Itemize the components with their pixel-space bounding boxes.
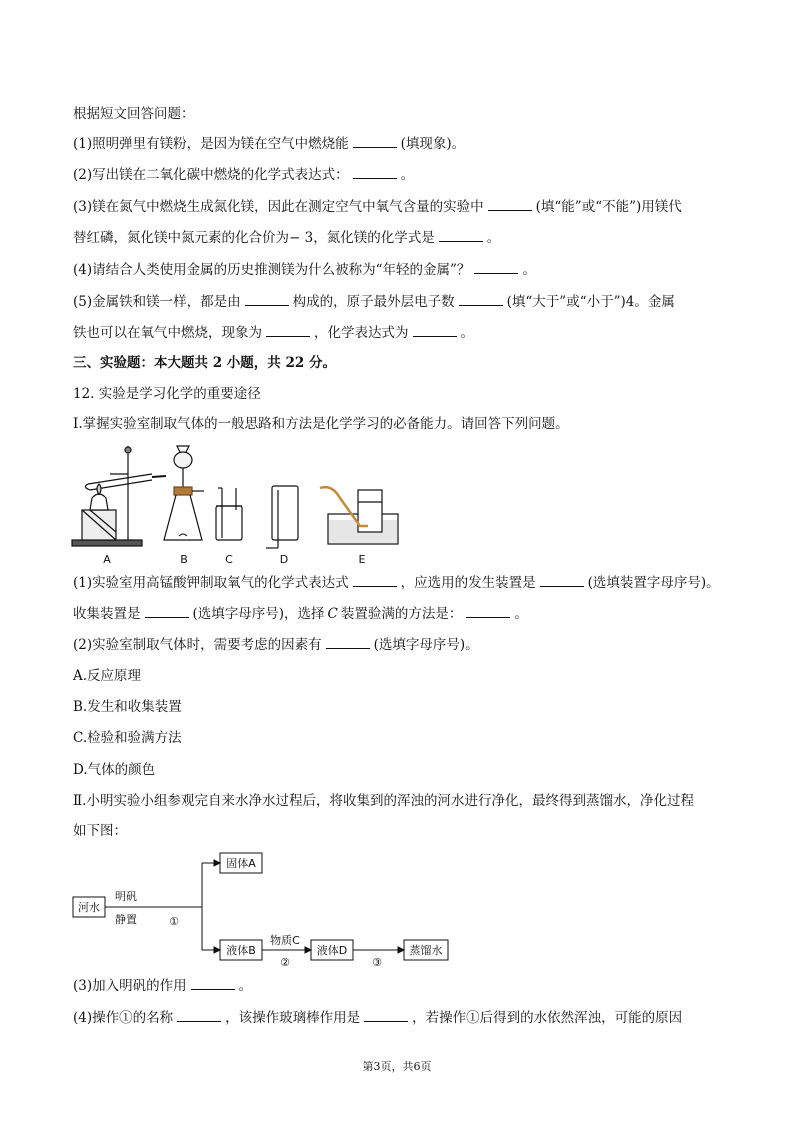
- q5-text: 铁也可以在氧气中燃烧，现象为: [73, 325, 262, 341]
- flow-liquid-b: 液体B: [226, 944, 256, 957]
- answer-blank[interactable]: [191, 977, 235, 990]
- option-d[interactable]: D.气体的颜色: [73, 762, 156, 778]
- answer-blank[interactable]: [439, 229, 483, 242]
- sub-question-3: [73, 976, 252, 996]
- flow-solid-a: 固体A: [226, 857, 256, 870]
- s1-text: (1)实验室用高锰酸钾制取氧气的化学式表达式: [73, 575, 349, 591]
- answer-blank[interactable]: [466, 605, 510, 618]
- intro-text: 根据短文回答问题：: [73, 106, 195, 122]
- apparatus-figure: [70, 440, 410, 568]
- flow-alum: 明矾: [115, 890, 137, 903]
- s1-italic-c: C: [327, 606, 338, 622]
- s1-text: 收集装置是: [73, 606, 141, 622]
- page-footer: 第3页，共6页: [362, 1060, 432, 1073]
- sub-question-1-line1: [73, 573, 720, 593]
- part-2-line2: 如下图：: [73, 823, 127, 839]
- q2-text-end: 。: [400, 167, 415, 183]
- answer-blank[interactable]: [540, 574, 584, 587]
- s4-text: ，该操作玻璃棒作用是: [225, 1010, 361, 1026]
- apparatus-label: B: [180, 553, 188, 566]
- sub-question-1-line2: [73, 604, 528, 624]
- answer-blank[interactable]: [145, 605, 189, 618]
- q3-text: 替红磷，氮化镁中氮元素的化合价为− 3，氮化镁的化学式是: [73, 230, 435, 246]
- q4-text-end: 。: [522, 262, 536, 278]
- answer-blank[interactable]: [326, 636, 370, 649]
- part-1-intro: Ⅰ.掌握实验室制取气体的一般思路和方法是化学学习的必备能力。请回答下列问题。: [73, 416, 569, 432]
- question-5-line1: [73, 292, 675, 312]
- answer-blank[interactable]: [245, 293, 289, 306]
- apparatus-label: C: [225, 553, 233, 566]
- apparatus-label: E: [358, 553, 366, 566]
- s3-text: (3)加入明矾的作用: [73, 978, 187, 994]
- s4-text: 的名称: [132, 1010, 174, 1026]
- q5-text: (5)金属铁和镁一样，都是由: [73, 294, 241, 310]
- question-5-line2: [73, 323, 474, 343]
- s3-text-end: 。: [238, 978, 253, 994]
- answer-blank[interactable]: [413, 324, 457, 337]
- flow-substance-c: 物质C: [270, 934, 300, 947]
- answer-blank[interactable]: [474, 261, 518, 274]
- flow-step-3: ③: [372, 956, 382, 969]
- flow-liquid-d: 液体D: [316, 944, 348, 957]
- question-4: [73, 260, 536, 280]
- s4-text: ，若操作: [412, 1010, 467, 1026]
- purification-flow-diagram: [70, 845, 460, 970]
- option-a[interactable]: A.反应原理: [73, 668, 142, 684]
- apparatus-label: A: [103, 553, 111, 566]
- apparatus-a: [72, 446, 166, 546]
- answer-blank[interactable]: [353, 135, 397, 148]
- s4-circled-1: ①: [119, 1010, 133, 1026]
- option-b[interactable]: B.发生和收集装置: [73, 699, 182, 715]
- question-1: [73, 134, 465, 154]
- s4-text: (4)操作: [73, 1010, 120, 1026]
- s4-text: 后得到的水依然浑浊，可能的原因: [479, 1010, 683, 1026]
- q5-text: ，化学表达式为: [314, 325, 409, 341]
- q1-text: (1)照明弹里有镁粉，是因为镁在空气中燃烧能: [73, 136, 349, 152]
- s1-text: (选填字母序号)，选择: [192, 606, 325, 622]
- flow-step-2: ②: [280, 956, 290, 969]
- sub-question-4: [73, 1008, 682, 1028]
- s2-text-end: (选填字母序号)。: [373, 637, 479, 653]
- s1-text: 装置验满的方法是：: [340, 606, 463, 622]
- question-12-title: 12. 实验是学习化学的重要途径: [73, 386, 261, 402]
- question-3-line1: [73, 197, 682, 217]
- q2-text: (2)写出镁在二氧化碳中燃烧的化学式表达式：: [73, 167, 349, 183]
- answer-blank[interactable]: [353, 574, 397, 587]
- section-heading: 三、实验题：本大题共 2 小题，共 22 分。: [73, 355, 336, 371]
- q5-text: (填“大于”或“小于”)4。金属: [506, 294, 675, 310]
- answer-blank[interactable]: [459, 293, 503, 306]
- apparatus-b: [164, 446, 204, 540]
- question-3-line2: [73, 228, 500, 248]
- apparatus-e: [320, 487, 398, 544]
- q1-text-end: (填现象)。: [400, 136, 466, 152]
- flow-step-1: ①: [169, 915, 179, 928]
- sub-question-2: [73, 635, 479, 655]
- part-2-line1: Ⅱ.小明实验小组参观完自来水净水过程后，将收集到的浑浊的河水进行净化，最终得到蒸馏水，净化过程: [73, 793, 694, 809]
- q3-text-end: 。: [486, 230, 501, 246]
- flow-distilled-water: 蒸馏水: [409, 944, 443, 957]
- q5-text-end: 。: [460, 325, 474, 341]
- answer-blank[interactable]: [488, 198, 532, 211]
- s1-text-end: 。: [514, 606, 528, 622]
- q3-text: (填“能”或“不能”)用镁代: [535, 199, 682, 215]
- apparatus-c: [216, 488, 242, 540]
- flow-settle: 静置: [115, 913, 137, 926]
- q3-text: (3)镁在氮气中燃烧生成氮化镁，因此在测定空气中氧气含量的实验中: [73, 199, 484, 215]
- option-c[interactable]: C.检验和验满方法: [73, 730, 182, 746]
- flow-river: 河水: [78, 901, 100, 914]
- apparatus-d: [266, 486, 298, 548]
- apparatus-label: D: [279, 553, 289, 566]
- question-2: [73, 165, 414, 185]
- answer-blank[interactable]: [364, 1009, 408, 1022]
- q5-text: 构成的，原子最外层电子数: [292, 294, 455, 310]
- s2-text: (2)实验室制取气体时，需要考虑的因素有: [73, 637, 322, 653]
- answer-blank[interactable]: [353, 166, 397, 179]
- answer-blank[interactable]: [266, 324, 310, 337]
- answer-blank[interactable]: [177, 1009, 221, 1022]
- s4-circled-1: ①: [466, 1010, 480, 1026]
- s1-text: ，应选用的发生装置是: [400, 575, 536, 591]
- s1-text: (选填装置字母序号)。: [587, 575, 720, 591]
- q4-text: (4)请结合人类使用金属的历史推测镁为什么被称为“年轻的金属”？: [73, 262, 471, 278]
